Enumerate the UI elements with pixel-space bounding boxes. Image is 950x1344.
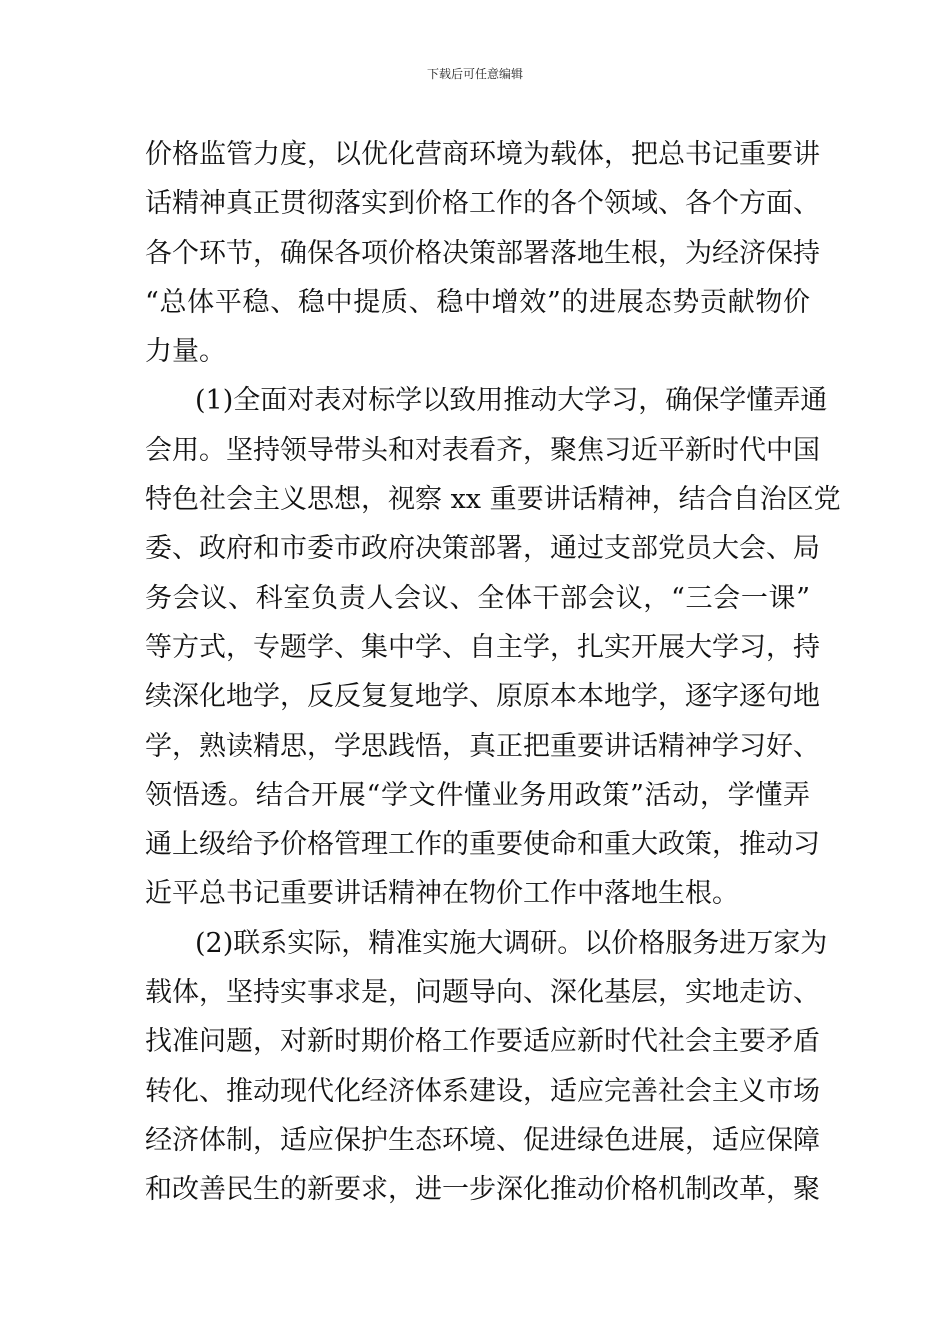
text-line: 价格监管力度，以优化营商环境为载体，把总书记重要讲: [145, 139, 820, 170]
text-line: 近平总书记重要讲话精神在物价工作中落地生根。: [145, 878, 739, 910]
text-line: 续深化地学，反反复复地学、原原本本地学，逐字逐句地: [145, 681, 820, 713]
text-line: 学，熟读精思，学思践悟，真正把重要讲话精神学习好、: [145, 730, 820, 762]
page-header: 下载后可任意编辑: [426, 67, 523, 81]
text-line: 会用。坚持领导带头和对表看齐，聚焦习近平新时代中国: [145, 434, 820, 466]
text-line: 载体，坚持实事求是，问题导向、深化基层，实地走访、: [145, 977, 820, 1009]
text-line: 力量。: [145, 336, 226, 368]
text-line: “总体平稳、稳中提质、稳中增效”的进展态势贡献物价: [145, 286, 810, 318]
text-line: 经济体制，适应保护生态环境、促进绿色进展，适应保障: [145, 1124, 820, 1156]
text-line: 等方式，专题学、集中学、自主学，扎实开展大学习，持: [145, 631, 820, 663]
text-line: 找准问题，对新时期价格工作要适应新时代社会主要矛盾: [145, 1026, 820, 1058]
text-line: (2)联系实际，精准实施大调研。以价格服务进万家为: [195, 927, 828, 959]
text-line: 和改善民生的新要求，进一步深化推动价格机制改革，聚: [145, 1174, 820, 1206]
text-line: 通上级给予价格管理工作的重要使命和重大政策，推动习: [145, 829, 820, 861]
text-line: 各个环节，确保各项价格决策部署落地生根，为经济保持: [145, 237, 820, 269]
text-line: 务会议、科室负责人会议、全体干部会议，“三会一课”: [145, 582, 810, 614]
text-line: 话精神真正贯彻落实到价格工作的各个领域、各个方面、: [145, 188, 820, 220]
text-line: (1)全面对表对标学以致用推动大学习，确保学懂弄通: [195, 385, 828, 417]
text-line: 领悟透。结合开展“学文件懂业务用政策”活动，学懂弄: [145, 779, 810, 811]
document-body: [145, 130, 841, 1215]
text-line: 委、政府和市委市政府决策部署，通过支部党员大会、局: [145, 533, 820, 565]
text-line: 转化、推动现代化经济体系建设，适应完善社会主义市场: [145, 1075, 820, 1107]
text-line: 特色社会主义思想，视察 xx 重要讲话精神，结合自治区党: [145, 484, 841, 516]
